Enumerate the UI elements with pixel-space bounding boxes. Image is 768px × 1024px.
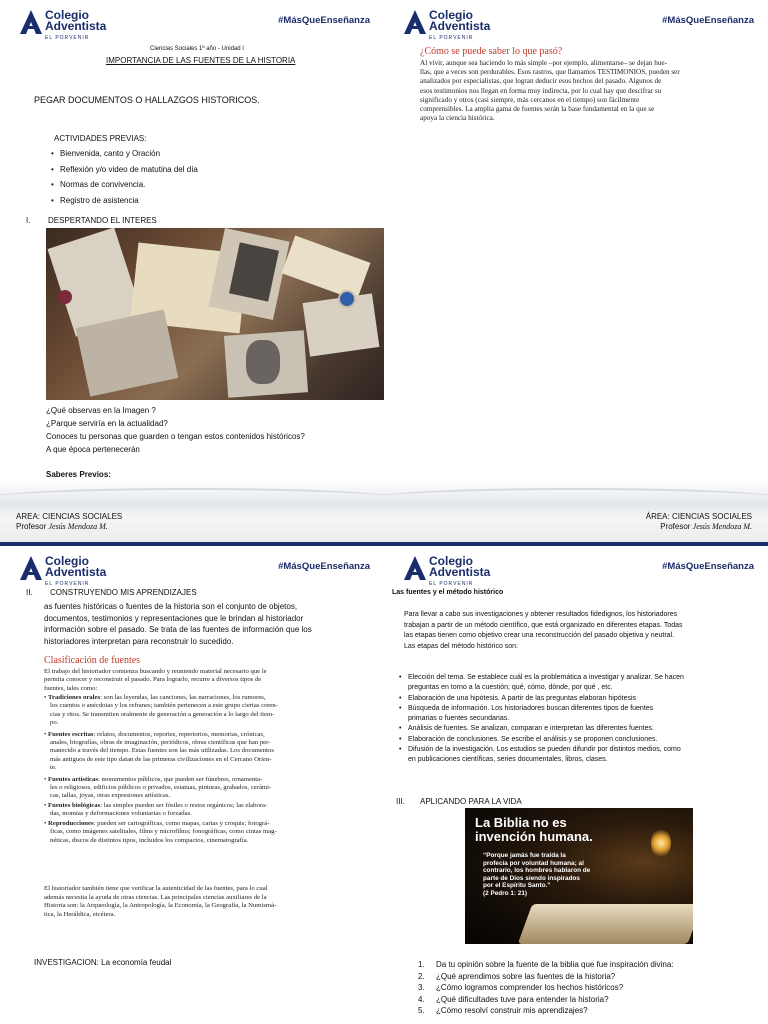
bible-quote: “Porque jamás fue traída la profecía por voluntad humana; al contrario, los hombres hablaron de parte de Dios siendo inspirados por el Espíritu Santo.” (2 Pedro 1: 21) [483,852,591,897]
course-label: Ciencias Sociales 1º año - Unidad I [150,46,244,52]
classification-heading: Clasificación de fuentes [44,655,141,666]
section-title: APLICANDO PARA LA VIDA [420,797,522,806]
list-item: • Registro de asistencia [50,193,198,209]
school-logo-icon [20,556,42,580]
page-4 [384,546,768,1024]
list-item: • Fuentes artísticas: monumentos públicos, que pueden ser fúnebres, ornamenta- [44,775,263,783]
reflection-questions [46,404,305,456]
hashtag: #MásQueEnseñanza [662,15,754,26]
list-item: • Elaboración de conclusiones. Se escribe el análisis y se proponen conclusiones. [398,735,684,745]
page-divider [0,542,768,546]
historical-documents-photo [46,228,384,400]
school-campus: EL PORVENIR [429,35,474,41]
section-title: DESPERTANDO EL INTERES [48,216,157,225]
source-types-list: • Tradiciones orales: son las leyendas, las canciones, las narraciones, los rumores, los cuentos o anécdotas y los refranes; también pertenecen a este grupo ciertas creen- cias y ritos. Se transmiten oralmente de generación a generación a lo largo del tiem- po. • Fuentes escritas: relatos, documentos, reportes, repertorios, memorias, crónicas, anales, biografías, obras de imaginación, periódicos, obras científicas que han per- manecido a través del tiempo. Estas fuentes son las más utilizadas. Los documentos más antiguos de este tipo datan de las primeras civilizaciones en el Cercano Orien- te. • Fuentes artísticas: monumentos públicos, que pueden ser fúnebres, ornamenta- les o religiosos, edificios públicos o privados, estatuas, pinturas, grabados, cerámi- cas, tallas, joyas, otras expresiones artísticas. • Fuentes biológicas: las simples pueden ser fósiles o restos orgánicos; las elabora- das, momias y deformaciones voluntarias o forzadas. • Reproducciones: pueden ser cartográficas, como mapas, cartas y croquis; fotográ- ficas, como imágenes satelitales, films y microfilms; fonográficas, como cintas mag- néticas, discos de distintos tipos, incluidos los compactos, cinematografía. [44,694,374,845]
school-name: Colegio Adventista [429,554,491,579]
list-item: • Elaboración de una hipótesis. A partir de las preguntas elaboran hipótesis [398,694,684,704]
activities-title: ACTIVIDADES PREVIAS: [54,134,147,143]
footer-prof-name: Jesús Mendoza M. [692,522,752,531]
school-logo-block [20,10,150,44]
paste-instruction: PEGAR DOCUMENTOS O HALLAZGOS HISTORICOS. [34,95,260,105]
list-item: • Normas de convivencia. [50,177,198,193]
school-logo-icon [20,10,42,34]
page-title: IMPORTANCIA DE LAS FUENTES DE LA HISTORIA [106,56,296,65]
school-campus: EL PORVENIR [45,581,90,587]
auxiliary-sciences-paragraph: El historiador también tiene que verificar la autenticidad de las fuentes, para lo cual además necesita la ayuda de otras ciencias. Las principales ciencias auxiliares de la Historia son: la Arqueología, la Antropología, la Economía, la Geografía, la Numismá- tica, la Heráldica, etcétera. [44,885,277,918]
section-number: III. [396,797,405,806]
section-heading: ¿Cómo se puede saber lo que pasó? [420,46,563,57]
list-item: 1. Da tu opinión sobre la fuente de la biblia que fue inspiración divina: [418,960,674,969]
list-item: 2. ¿Qué aprendimos sobre las fuentes de la historia? [418,971,616,981]
section-number: II. [26,588,33,597]
footer-area: ÁREA: CIENCIAS SOCIALES [645,512,752,521]
list-item: • Reproducciones: pueden ser cartográficas, como mapas, cartas y croquis; fotográ- [44,819,270,827]
reflection-questions [418,959,674,1017]
list-item: ¿Parque serviría en la actualidad? [46,419,168,428]
footer-prof-label: Profesor [660,522,693,531]
page-2 [384,0,768,542]
prior-knowledge-label: Saberes Previos: [46,470,111,479]
list-item: • Elección del tema. Se establece cuál es la problemática a investigar y analizar. Se hacen preguntas en torno a la cuestión; qué, cómo, dónde, por qué , etc. [398,673,684,694]
testimonies-paragraph: Al vivir, aunque sea haciendo lo más simple –por ejemplo, alimentarse– se dejan hue- llas, que a veces son perdurables. Esos rastros, que llamamos TESTIMONIOS, pueden ser analizados por especialistas, que logran deducir esos hechos del pasado. Algunos de esos testimonios nos llegan en forma muy indirecta, por lo cual hay que descifrar su significado y otros (casi siempre, más cercanos en el tiempo) son fácilmente comprensibles. La amplia gama de fuentes serán la base fundamental en la que se apoya la ciencia histórica. [420,59,680,123]
hashtag: #MásQueEnseñanza [662,561,754,572]
section-title: CONSTRUYENDO MIS APRENDIZAJES [50,588,197,597]
school-logo-icon [404,556,426,580]
page-footer [384,482,768,542]
school-name: Colegio Adventista [45,8,107,33]
method-intro: Para llevar a cabo sus investigaciones y obtener resultados fidedignos, los historiadores trabajan a partir de un método científico, que está organizado en diferentes etapas. Todas las etapas tienen como objetivo crear una reconstrucción del pasado objetiva y neutral. Las etapas del método histórico son: [404,611,683,650]
list-item: 5. ¿Cómo resolví construir mis aprendizajes? [418,1006,588,1015]
bible-image-title: La Biblia no es invención humana. [475,815,593,844]
list-item: • Tradiciones orales: son las leyendas, las canciones, las narraciones, los rumores, [44,694,266,701]
list-item: 4. ¿Qué dificultades tuve para entender la historia? [418,994,609,1004]
list-item: • Reflexión y/o video de matutina del día [50,162,198,178]
school-logo-block [404,556,534,590]
activities-list [50,146,198,208]
school-name: Colegio Adventista [429,8,491,33]
list-item: 3. ¿Cómo logramos comprender los hechos históricos? [418,983,624,992]
hashtag: #MásQueEnseñanza [278,561,370,572]
classification-intro: El trabajo del historiador comienza buscando y reuniendo material necesario que le permita conocer y reconstruir el pasado. Para lograrlo, recurre a diversos tipos de fuentes, tales como: [44,668,267,692]
school-name: Colegio Adventista [45,554,107,579]
page-1 [0,0,384,542]
school-campus: EL PORVENIR [429,581,474,587]
list-item: ¿Qué observas en la Imagen ? [46,406,156,415]
list-item: A que época pertenecerán [46,445,140,454]
section-heading: Las fuentes y el método histórico [392,589,504,596]
school-logo-icon [404,10,426,34]
list-item: • Análisis de fuentes. Se analizan, comparan e interpretan las diferentes fuentes. [398,724,684,734]
footer-prof-name: Jesús Mendoza M. [48,522,108,531]
list-item: • Fuentes escritas: relatos, documentos, reportes, repertorios, memorias, crónicas, [44,730,265,738]
page-3 [0,546,384,1024]
list-item: • Difusión de la investigación. Los estudios se pueden difundir por distintos medios, como en publicaciones científicas, series documentales, libros, clases. [398,745,684,766]
method-steps-list [398,673,684,766]
page-footer [0,482,384,542]
footer-prof-label: Profesor [16,522,49,531]
hashtag: #MásQueEnseñanza [278,15,370,26]
section-number: I. [26,216,31,225]
research-task: INVESTIGACION: La economía feudal [34,958,172,967]
list-item: • Fuentes biológicas: las simples pueden ser fósiles o restos orgánicos; las elabora- [44,801,268,809]
school-logo-block [404,10,534,44]
bible-verse-image [465,808,693,944]
footer-area: AREA: CIENCIAS SOCIALES [16,512,123,521]
school-logo-block [20,556,150,590]
sources-definition: as fuentes históricas o fuentes de la historia son el conjunto de objetos, documentos, testimonios y representaciones que le brindan al historiador información sobre el pasado. Se trata de las fuentes de información que los historiadores interpretan para reconstruir lo sucedido. [44,602,312,646]
list-item: Conoces tu personas que guarden o tengan estos contenidos históricos? [46,432,305,441]
list-item: • Bienvenida, canto y Oración [50,146,198,162]
school-campus: EL PORVENIR [45,35,90,41]
list-item: • Búsqueda de información. Los historiadores buscan diferentes tipos de fuentes primarias o fuentes secundarias. [398,704,684,725]
